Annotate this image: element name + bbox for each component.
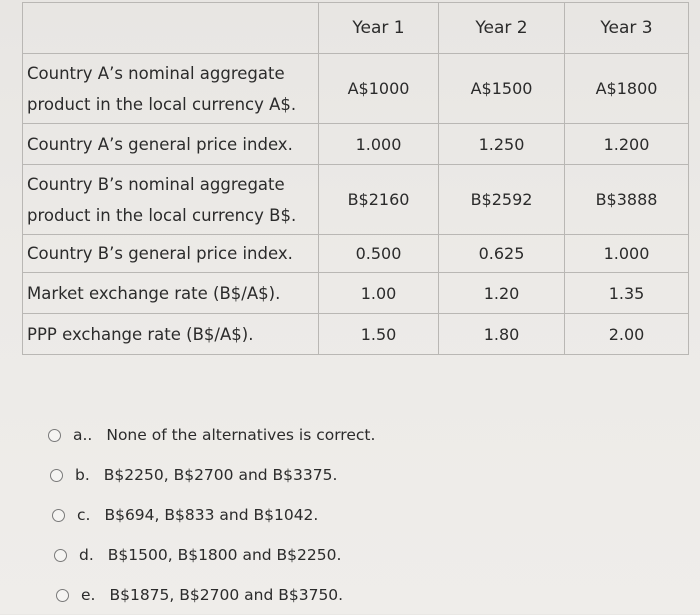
table-cell: 0.625 [439,235,565,273]
option-letter: d. [79,546,94,564]
row-label-line: PPP exchange rate (B$/A$). [27,324,254,344]
table-row [23,235,689,273]
option-text: B$2250, B$2700 and B$3375. [103,466,338,484]
radio-button-icon[interactable] [56,589,69,602]
table-cell: 1.35 [565,273,689,314]
row-label-line: Country A’s general price index. [27,134,293,154]
option-text: B$1500, B$1800 and B$2250. [107,546,342,564]
option-e[interactable] [48,575,375,615]
table-row [23,314,689,355]
option-letter: b. [75,466,90,484]
option-text: B$694, B$833 and B$1042. [104,506,319,524]
radio-button-icon[interactable] [48,429,61,442]
row-label [23,273,319,314]
radio-button-icon[interactable] [54,549,67,562]
row-label [23,314,319,355]
row-label-line: product in the local currency A$. [27,94,297,114]
option-d[interactable] [48,535,375,575]
row-label-line: Country B’s general price index. [27,244,293,263]
table-cell: 1.50 [319,314,439,355]
table-cell: 1.00 [319,273,439,314]
option-letter: a.. [73,426,93,444]
table-row [23,273,689,314]
row-label [23,124,319,165]
table-row [23,165,689,235]
table-cell: 1.20 [439,273,565,314]
row-label [23,165,319,235]
radio-button-icon[interactable] [52,509,65,522]
table-cell: 0.500 [319,235,439,273]
table-row [23,124,689,165]
option-text: None of the alternatives is correct. [106,426,376,444]
table-cell: B$3888 [565,165,689,235]
option-letter: c. [77,506,91,524]
table-header-row [23,3,689,54]
table-cell: 1.000 [565,235,689,273]
row-label [23,54,319,124]
option-c[interactable] [48,495,375,535]
table-cell: 1.200 [565,124,689,165]
table-row [23,54,689,124]
table-cell: B$2592 [439,165,565,235]
table-cell: 1.80 [439,314,565,355]
row-label-line: product in the local currency B$. [27,205,297,225]
option-b[interactable] [48,455,375,495]
option-text: B$1875, B$2700 and B$3750. [109,586,344,604]
data-table [22,2,689,355]
table-cell: 1.000 [319,124,439,165]
table-cell: B$2160 [319,165,439,235]
header-year-3: Year 3 [565,3,689,54]
table-cell: 2.00 [565,314,689,355]
table-cell: A$1500 [439,54,565,124]
header-year-1: Year 1 [319,3,439,54]
row-label-line: Market exchange rate (B$/A$). [27,283,281,303]
answer-options [48,415,375,615]
table-cell: A$1800 [565,54,689,124]
table-cell: A$1000 [319,54,439,124]
header-cell-empty [23,3,319,54]
row-label-line: Country B’s nominal aggregate [27,174,285,194]
row-label-line: Country A’s nominal aggregate [27,63,285,83]
option-a[interactable] [48,415,375,455]
row-label [23,235,319,273]
header-year-2: Year 2 [439,3,565,54]
option-letter: e. [81,586,96,604]
table-cell: 1.250 [439,124,565,165]
radio-button-icon[interactable] [50,469,63,482]
